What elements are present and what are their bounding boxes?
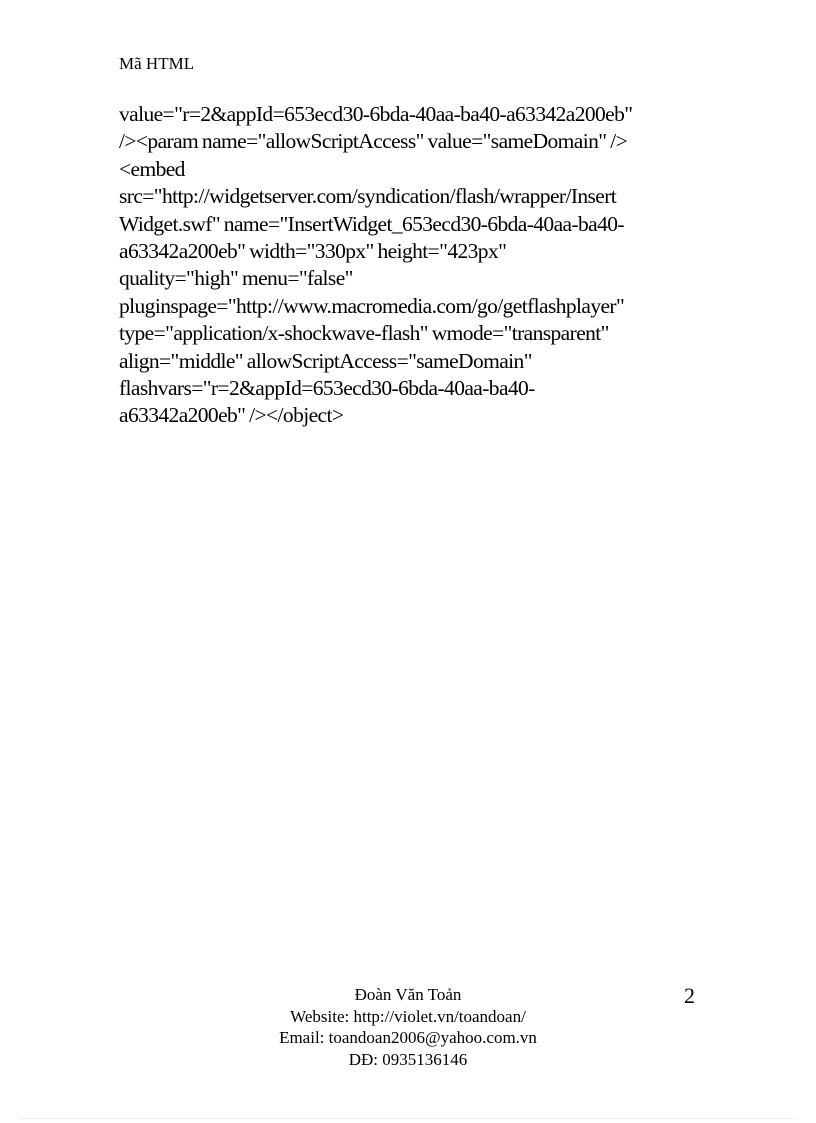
code-line: value="r=2&appId=653ecd30-6bda-40aa-ba40-a63342a200eb": [119, 102, 633, 126]
code-line: src="http://widgetserver.com/syndication/flash/wrapper/Insert: [119, 184, 617, 209]
page-number: 2: [684, 983, 695, 1008]
page-bottom-border: [20, 1118, 796, 1119]
footer-author: Đoàn Văn Toản: [354, 985, 462, 1004]
footer-email: Email: toandoan2006@yahoo.com.vn: [279, 1028, 537, 1047]
footer-website: Website: http://violet.vn/toandoan/: [290, 1006, 526, 1026]
code-line: flashvars="r=2&appId=653ecd30-6bda-40aa-ba40-: [119, 376, 535, 401]
code-line: <embed: [119, 156, 185, 181]
code-line: pluginspage="http://www.macromedia.com/go/getflashplayer": [119, 293, 625, 318]
code-line: align="middle" allowScriptAccess="sameDomain": [119, 348, 532, 373]
code-line: a63342a200eb" width="330px" height="423px": [119, 239, 507, 264]
header-title: Mã HTML: [119, 54, 195, 73]
code-line: type="application/x-shockwave-flash" wmode="transparent": [119, 321, 609, 346]
code-line: a63342a200eb" /></object>: [119, 403, 344, 428]
code-line: /><param name="allowScriptAccess" value="sameDomain" />: [119, 129, 628, 154]
html-code-block: [119, 101, 719, 430]
code-line: quality="high" menu="false": [119, 266, 353, 291]
page-header: [119, 54, 194, 74]
footer-phone: DĐ: 0935136146: [348, 1049, 468, 1069]
code-line: Widget.swf" name="InsertWidget_653ecd30-6bda-40aa-ba40-: [119, 211, 624, 236]
